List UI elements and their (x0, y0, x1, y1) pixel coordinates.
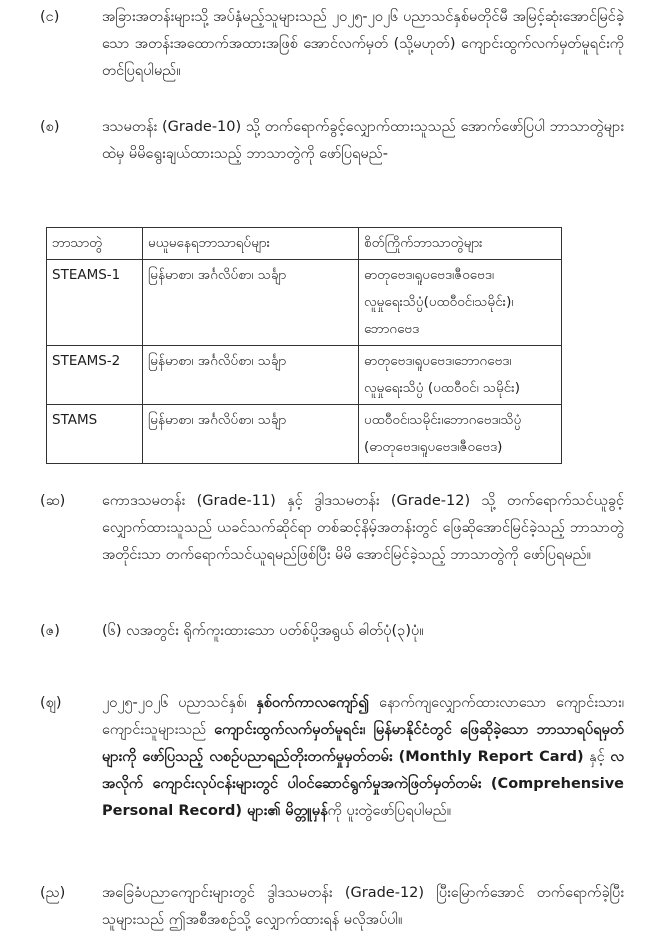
header-combination: ဘာသာတွဲ (47, 228, 143, 260)
item-marker: (ဇ) (40, 623, 60, 639)
combination-name: STEAMS-2 (47, 346, 143, 405)
item-sa (40, 114, 624, 168)
item-text-part: ၂၀၂၅-၂၀၂၆ ပညာသင်နှစ်၊ (102, 695, 257, 711)
item-za (40, 618, 624, 645)
item-nga (40, 4, 624, 85)
item-nya (40, 880, 624, 934)
item-zha (40, 690, 624, 825)
item-text-part: ကို ပူးတွဲဖော်ပြရပါမည်။ (327, 803, 452, 819)
item-text-bold: နှစ်ဝက်ကာလကျော်၍ (256, 695, 370, 711)
subject-combination-table (46, 227, 562, 464)
item-text: အခြားအတန်းများသို့ အပ်နှံမည့်သူများသည် ၂၀၂၅-၂၀၂၆ ပညာသင်နှစ်မတိုင်မီ အမြင့်ဆုံးအောင်မြင်ခဲ့သော အတန်းအထောက်အထားအဖြစ် အောင်လက်မှတ် (သို့မဟုတ်) ကျောင်းထွက်လက်မှတ်မူရင်းကို တင်ပြရပါမည်။ (102, 9, 624, 79)
item-text-bold: လအလိုက် ကျောင်းလုပ်ငန်းများတွင် ပါဝင်ဆောင်ရွက်မှုအကဲဖြတ်မှတ်တမ်း (Comprehensive Personal Record) များ၏ မိတ္တူမှန် (102, 749, 624, 819)
table-header-row (47, 228, 562, 260)
item-text: ဒသမတန်း (Grade-10) သို့ တက်ရောက်ခွင့်လျှောက်ထားသူသည် အောက်ဖော်ပြပါ ဘာသာတွဲများထဲမှ မိမိရွေးချယ်ထားသည့် ဘာသာတွဲကို ဖော်ပြရမည်- (102, 119, 624, 162)
elective-subjects: ပထဝီဝင်၊သမိုင်း၊ဘောဂဗေဒ၊သိပ္ပံ (ဓာတုဗေဒ၊ရူပဗေဒ၊ဇီဝဗေဒ) (359, 405, 562, 464)
combination-name: STAMS (47, 405, 143, 464)
item-text: (၆) လအတွင်း ရိုက်ကူးထားသော ပတ်စ်ပို့အရွယ် ဓါတ်ပုံ(၃)ပုံ။ (102, 623, 424, 639)
item-marker: (စ) (40, 119, 60, 135)
item-text: အခြေခံပညာကျောင်းများတွင် ဒွါဒသမတန်း (Grade-12) ပြီးမြောက်အောင် တက်ရောက်ခဲ့ပြီးသူများသည် ဤအစီအစဉ်သို့ လျှောက်ထားရန် မလိုအပ်ပါ။ (102, 885, 624, 928)
elective-subjects: ဓာတုဗေဒ၊ရူပဗေဒ၊ဘောဂဗေဒ၊ လူမှုရေးသိပ္ပံ (ပထဝီဝင်၊ သမိုင်း) (359, 346, 562, 405)
item-marker: (ဆ) (40, 493, 66, 509)
combination-name: STEAMS-1 (47, 260, 143, 346)
compulsory-subjects: မြန်မာစာ၊ အင်္ဂလိပ်စာ၊ သင်္ချာ (143, 346, 359, 405)
header-elective: စိတ်ကြိုက်ဘာသာတွဲများ (359, 228, 562, 260)
item-text: ကောဒသမတန်း (Grade-11) နှင့် ဒွါဒသမတန်း (Grade-12) သို့ တက်ရောက်သင်ယူခွင့်လျှောက်ထားသူသည် ယခင်သက်ဆိုင်ရာ တစ်ဆင့်နိမ့်အတန်းတွင် ဖြေဆိုအောင်မြင်ခဲ့သည့် ဘာသာတွဲအတိုင်းသာ တက်ရောက်သင်ယူရမည်ဖြစ်ပြီး မိမိ အောင်မြင်ခဲ့သည့် ဘာသာတွဲကို ဖော်ပြရမည်။ (102, 493, 624, 563)
table-row (47, 346, 562, 405)
item-text-bold: ကျောင်းထွက်လက်မှတ်မူရင်း၊ မြန်မာနိုင်ငံတွင် ဖြေဆိုခဲ့သော ဘာသာရပ်ရမှတ်များကို ဖော်ပြသည့် လစဉ်ပညာရည်တိုးတက်မှုမှတ်တမ်း (Monthly Report Card) (102, 722, 624, 765)
item-marker: (ည) (40, 885, 66, 901)
table-row (47, 260, 562, 346)
item-text-part: နှင့် (583, 749, 611, 765)
item-text (102, 690, 624, 825)
elective-subjects: ဓာတုဗေဒ၊ရူပဗေဒ၊ဇီဝဗေဒ၊ လူမှုရေးသိပ္ပံ(ပထဝီဝင်၊သမိုင်း)၊ ဘောဂဗေဒ (359, 260, 562, 346)
item-hsa (40, 488, 624, 569)
compulsory-subjects: မြန်မာစာ၊ အင်္ဂလိပ်စာ၊ သင်္ချာ (143, 405, 359, 464)
item-marker: (င) (40, 9, 60, 25)
item-marker: (ဈ) (40, 695, 62, 711)
compulsory-subjects: မြန်မာစာ၊ အင်္ဂလိပ်စာ၊ သင်္ချာ (143, 260, 359, 346)
header-compulsory: မယူမနေရဘာသာရပ်များ (143, 228, 359, 260)
item-text-part: နောက်ကျလျှောက်ထားလာသော ကျောင်းသား၊ ကျောင်းသူများသည် (102, 695, 624, 738)
table-row (47, 405, 562, 464)
